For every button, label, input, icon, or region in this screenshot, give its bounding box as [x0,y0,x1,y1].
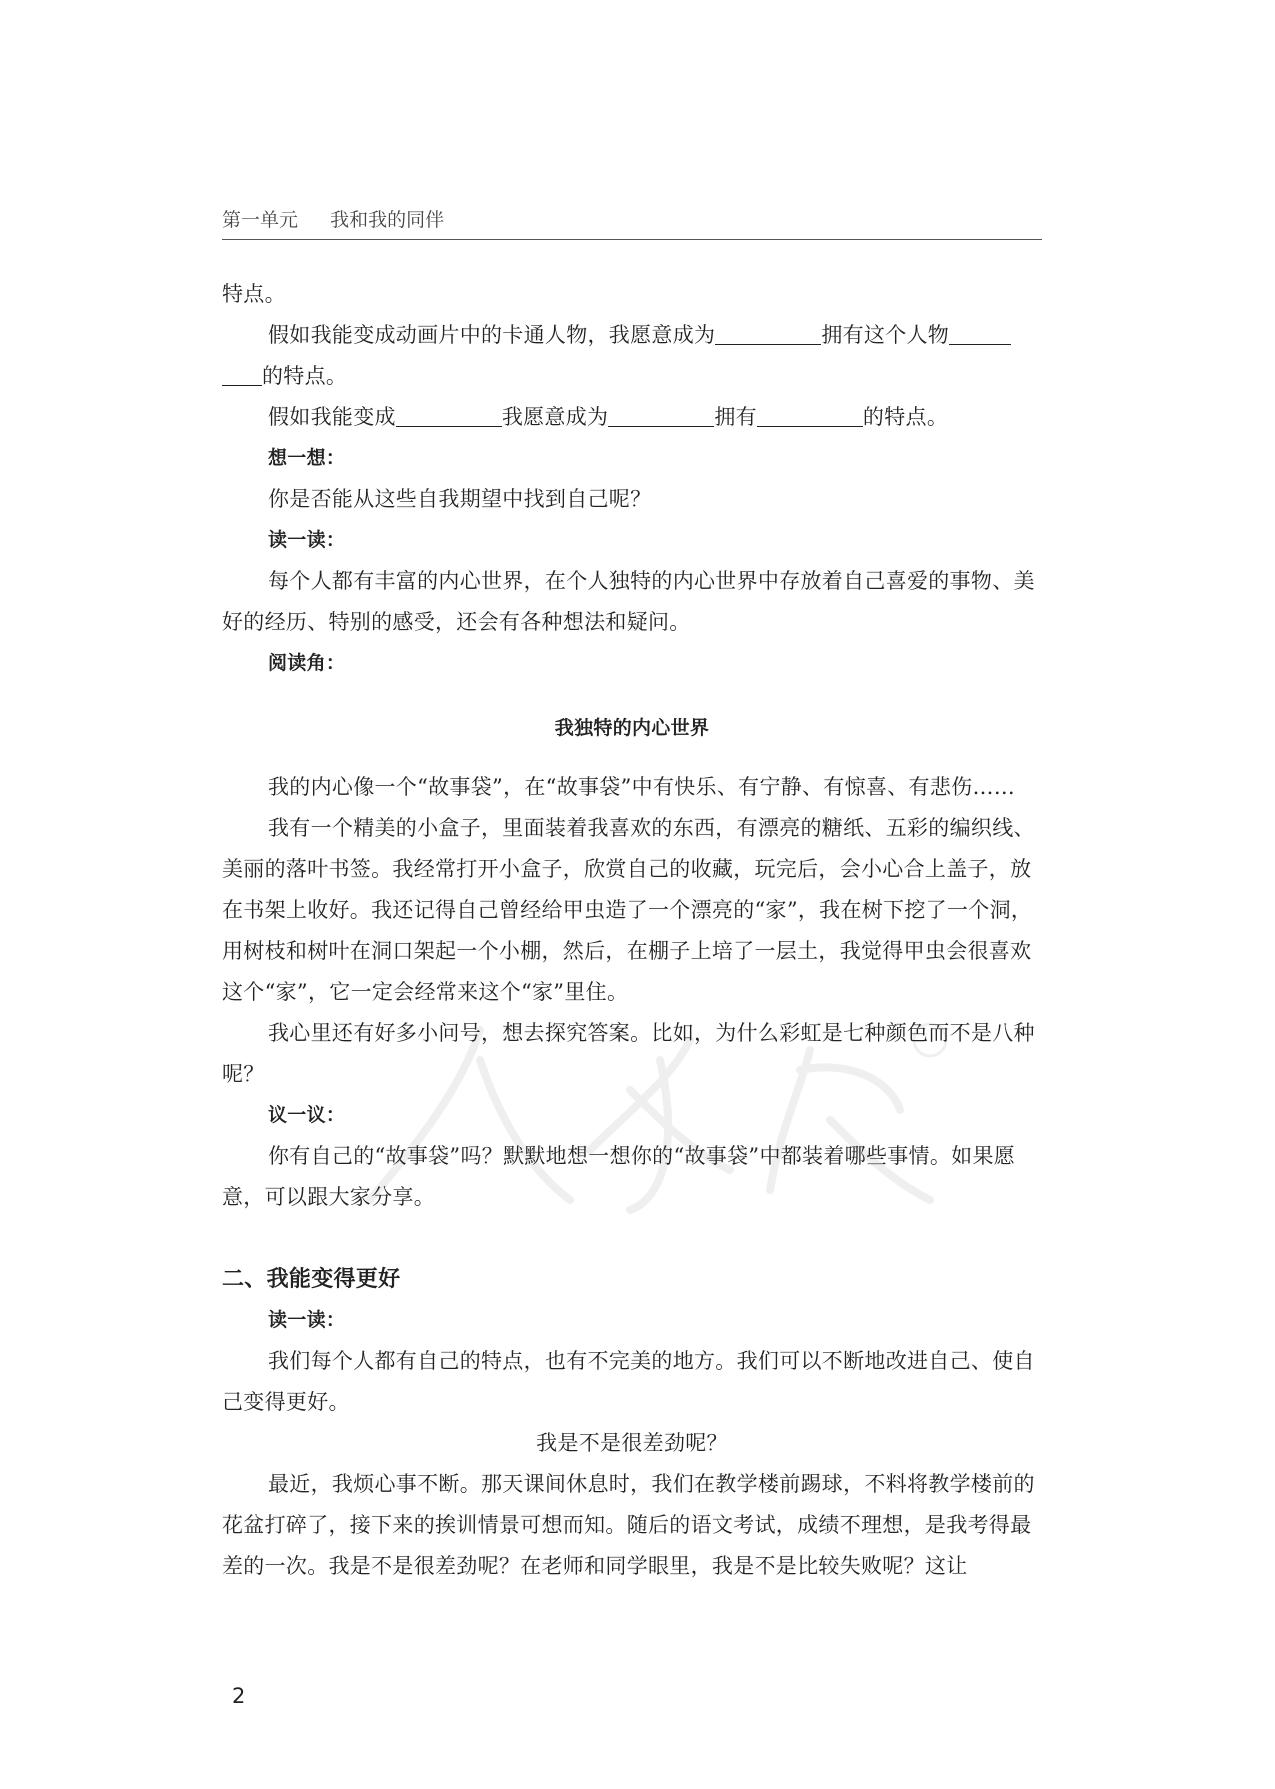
header-title: 我和我的同伴 [330,209,445,231]
text-fragment: 拥有这个人物 [821,323,950,347]
blank-field[interactable] [715,320,821,345]
page-number: 2 [232,1684,246,1708]
section-heading: 二、我能变得更好 [222,1267,401,1292]
reading-paragraph-3: 我心里还有好多小问号，想去探究答案。比如，为什么彩虹是七种颜色而不是八种呢？ [222,1021,1035,1086]
text-fragment: 的特点。 [862,405,949,429]
fill-in-line-3 [222,397,1042,438]
blank-field[interactable] [396,402,502,427]
text-fragment: 我愿意成为 [501,405,609,429]
reading-paragraph-2: 我有一个精美的小盒子，里面装着我喜欢的东西，有漂亮的糖纸、五彩的编织线、美丽的落叶书签。我经常打开小盒子，欣赏自己的收藏，玩完后，会小心合上盖子，放在书架上收好。我还记得自己曾经给甲虫造了一个漂亮的“家”，我在树下挖了一个洞，用树枝和树叶在洞口架起一个小棚，然后，在棚子上培了一层土，我觉得甲虫会很喜欢这个“家”，它一定会经常来这个“家”里住。 [222,816,1035,1004]
running-header [222,205,1042,240]
fill-in-line-1 [222,315,1042,356]
section-read-text: 我们每个人都有自己的特点，也有不完美的地方。我们可以不断地改进自己、使自己变得更好。 [222,1349,1035,1414]
text-fragment: 假如我能变成 [268,405,396,429]
read-text: 每个人都有丰富的内心世界，在个人独特的内心世界中存放着自己喜爱的事物、美好的经历、特别的感受，还会有各种想法和疑问。 [222,569,1035,634]
reading-title: 我独特的内心世界 [554,717,710,739]
header-unit: 第一单元 [222,209,299,231]
blank-field[interactable] [608,402,714,427]
text-fragment: 的特点。 [262,364,348,388]
read-label: 读一读： [268,529,346,551]
blank-field[interactable] [757,402,863,427]
blank-field[interactable] [222,361,262,386]
reading-paragraph-1: 我的内心像一个“故事袋”，在“故事袋”中有快乐、有宁静、有惊喜、有悲伤…… [268,775,1016,799]
discuss-label: 议一议： [268,1104,346,1126]
think-label: 想一想： [268,447,346,469]
blank-field[interactable] [949,320,1011,345]
think-text: 你是否能从这些自我期望中找到自己呢？ [268,487,652,511]
fill-in-line-2 [222,356,1042,397]
discuss-text: 你有自己的“故事袋”吗？默默地想一想你的“故事袋”中都装着哪些事情。如果愿意，可以跟大家分享。 [222,1144,1016,1209]
text-fragment: 拥有 [714,405,757,429]
page-content [222,274,1042,1587]
section-read-label: 读一读： [268,1309,346,1331]
reading-corner-label: 阅读角： [268,652,346,674]
story-paragraph: 最近，我烦心事不断。那天课间休息时，我们在教学楼前踢球，不料将教学楼前的花盆打碎了，接下来的挨训情景可想而知。随后的语文考试，成绩不理想，是我考得最差的一次。我是不是很差劲呢？在老师和同学眼里，我是不是比较失败呢？这让 [222,1472,1035,1578]
story-title: 我是不是很差劲呢？ [536,1431,728,1455]
text-line: 特点。 [222,282,286,306]
text-fragment: 假如我能变成动画片中的卡通人物，我愿意成为 [268,323,716,347]
